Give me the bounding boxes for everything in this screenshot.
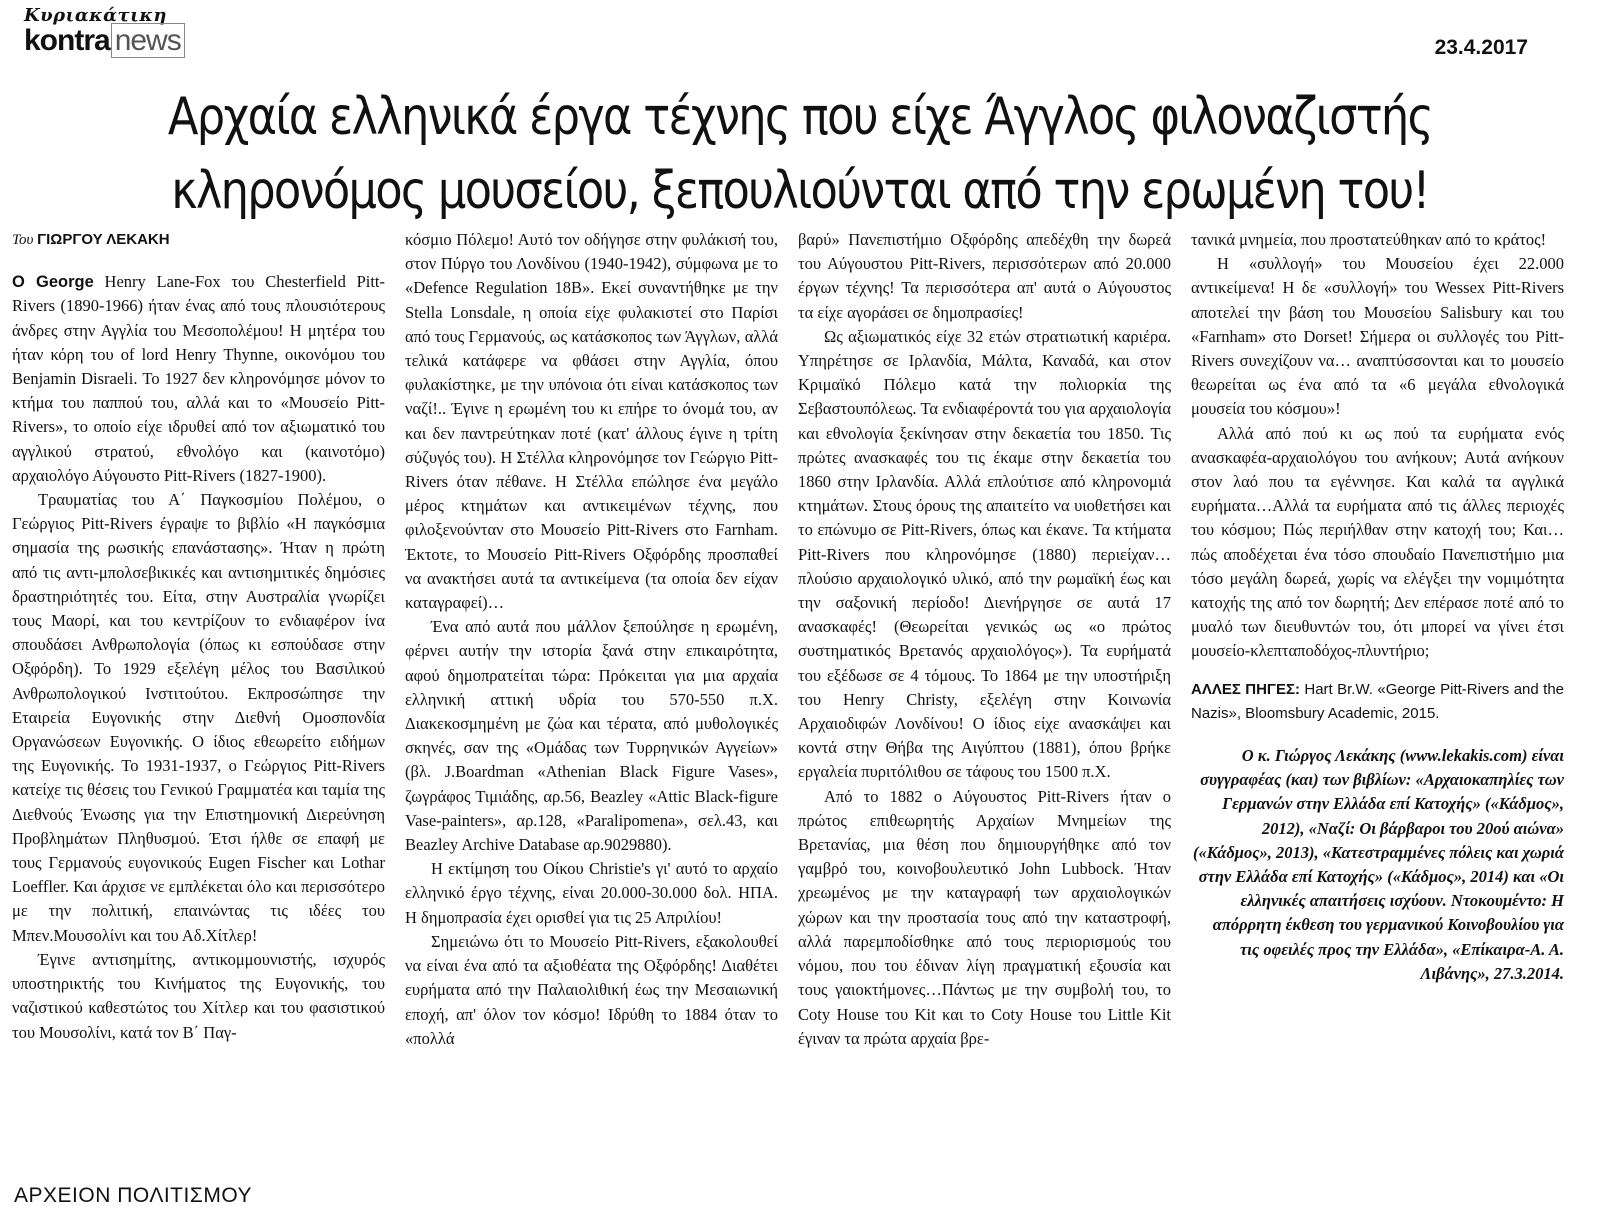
- headline-line-2: κληρονόμος μουσείου, ξεπουλιούνται από την ερωμένη του!: [171, 161, 1429, 221]
- byline-prefix: Του: [12, 232, 34, 248]
- paragraph: Τραυματίας του Α΄ Παγκοσμίου Πολέμου, ο Γεώργιος Pitt-Rivers έγραψε το βιβλίο «Η παγκόσμια σημασία της ρωσικής επανάστασης». Ήταν η πρώτη από τις αντι-μπολσεβικικές και αντισημιτικές δημόσιες δραστηριότητές του. Είτα, στην Αυστραλία γνωρίζει τους Μαορί, και του κεντρίζουν το ενδιαφέρον ίνα σπουδάσει Ανθρωπολογία (όπως κι εσπούδασε στην Οξφόρδη). Το 1929 εξελέγη μέλος του Βασιλικού Ανθρωπολογικού Ινστιτούτου. Εκπροσώπησε την Εταιρεία Ευγονικής στην Διεθνή Ομοσπονδία Οργανώσεων Ευγονικής. Ο ίδιος εθεωρείτο ειδήμων της Ευγονικής. Το 1931-1937, ο Γεώργιος Pitt-Rivers κατείχε τις θέσεις του Γενικού Γραμματέα και ταμία της Διεθνούς Ένωσης για την Επιστημονική Διερεύνηση Προβλημάτων Πληθυσμού. Έτσι ήλθε σε επαφή με τους Γερμανούς ευγονικούς Eugen Fischer και Lothar Loeffler. Και άρχισε νε εμπλέκεται όλο και περισσότερο με την πολιτική, επαινώντας τις ιδέες του Μπεν.Μουσολίνι και του Αδ.Χίτλερ!: [12, 490, 385, 945]
- lead-in: Ο George: [12, 273, 94, 292]
- newspaper-masthead: [24, 6, 224, 62]
- byline-author: ΓΙΩΡΓΟΥ ΛΕΚΑΚΗ: [37, 231, 170, 248]
- paragraph: τανικά μνημεία, που προστατεύθηκαν από το κράτος!: [1191, 230, 1547, 249]
- masthead-brand-light: news: [111, 23, 185, 58]
- paragraph: Ως αξιωματικός είχε 32 ετών στρατιωτική καριέρα. Υπηρέτησε σε Ιρλανδία, Μάλτα, Καναδά, και στον Κριμαϊκό Πόλεμο κατά την πολιορκία της Σεβαστουπόλεως. Τα ενδιαφέροντά του για αρχαιολογία και εθνολογία ξεκίνησαν στην δεκαετία του 1850. Τις πρώτες ανασκαφές του τις έκαμε στην δεκαετία του 1860 στην Ιρλανδία. Αλλά επλούτισε από κληρονομιά κτημάτων. Στους όρους της απαιτείτο να υιοθετήσει και το επώνυμο σε Pitt-Rivers, όπως και έκανε. Τα κτήματα Pitt-Rivers που κληρονόμησε (1880) περιείχαν…πλούσιο αρχαιολογικό υλικό, από την ρωμαϊκή έως και την σαξονική περίοδο! Διενήργησε σε αυτά 17 ανασκαφές! (Θεωρείται γενικώς ως «ο πρώτος συστηματικός Βρετανός αρχαιολόγος»). Τα ευρήματά του εξέδωσε σε 4 τόμους. Το 1864 με την υποστήριξη του Henry Christy, εξελέγη στην Κοινωνία Αρχαιοδιφών Λονδίνου! Ο ίδιος είχε ανασκάψει και κοντά στην Θήβα της Αιγύπτου (1881), όπου βρήκε εργαλεία πυριτόλιθου σε τάφους του 1500 π.Χ.: [798, 326, 1171, 782]
- paragraph: [12, 270, 385, 488]
- sources-label: ΑΛΛΕΣ ΠΗΓΕΣ:: [1191, 680, 1300, 698]
- article-column-3: [798, 228, 1171, 1168]
- article-headline: [124, 80, 1476, 228]
- byline: [12, 228, 385, 252]
- paragraph: Αλλά από πού κι ως πού τα ευρήματα ενός ανασκαφέα-αρχαιολόγου του ανήκουν; Αυτά ανήκουν στον λαό που τα εγέννησε. Και καλά τα αγγλικά ευρήματα…Αλλά τα ευρήματα από τις άλλες περιοχές του κόσμου; Πώς περιήλθαν στην κατοχή του; Και…πώς αποδέχεται ένα τόσο σπουδαίο Πανεπιστήμιο μια τόσο μεγάλη δωρεά, χωρίς να ελέγξει την νομιμότητα κατοχής της από τον δωρητή; Δεν επέρασε ποτέ από το μυαλό των διευθυντών του, ότι μπορεί να γίνει έτσι μουσείο-κλεπταποδόχος-πλυντήριο;: [1191, 423, 1564, 661]
- paragraph: Έγινε αντισημίτης, αντικομμουνιστής, ισχυρός υποστηρικτής του Κινήματος της Ευγονικής, του ναζιστικού καθεστώτος του Χίτλερ και του φασιστικού του Μουσολίνι, κατά τον Β΄ Παγ-: [12, 949, 385, 1042]
- masthead-brand-bold: kontra: [24, 24, 110, 57]
- section-label: ΑΡΧΕΙΟΝ ΠΟΛΙΤΙΣΜΟΥ: [14, 1184, 252, 1207]
- author-bio-note: Ο κ. Γιώργος Λεκάκης (www.lekakis.com) είναι συγγραφέας (και) των βιβλίων: «Αρχαιοκαπηλίες των Γερμανών στην Ελλάδα επί Κατοχής» («Κάδμος», 2012), «Ναζί: Οι βάρβαροι του 20ού αιώνα» («Κάδμος», 2013), «Κατεστραμμένες πόλεις και χωριά στην Ελλάδα επί Κατοχής» («Κάδμος», 2014) και «Οι ελληνικές απαιτήσεις ισχύουν. Ντοκουμέντο: Η απόρρητη έκθεση του γερμανικού Κοινοβουλίου για τις οφειλές προς την Ελλάδα», «Επίκαιρα-Α. Α. Λιβάνης», 27.3.2014.: [1192, 746, 1564, 983]
- paragraph-text: Henry Lane-Fox του Chesterfield Pitt-Rivers (1890-1966) ήταν ένας από τους πλουσιότερους άνδρες στην Αγγλία του Μεσοπολέμου! Η μητέρα του ήταν κόρη του of lord Henry Thynne, οικονόμου του Benjamin Disraeli. Το 1927 δεν κληρονόμησε μόνον το κτήμα του παππού του, αλλά και το «Μουσείο Pitt-Rivers», το οποίο είχε ιδρυθεί από τον αξιωματικό του αγγλικού στρατού, εθνολόγο και (καινοτόμο) αρχαιολόγο Αύγουστο Pitt-Rivers (1827-1900).: [12, 272, 385, 485]
- paragraph: Η εκτίμηση του Οίκου Christie's γι' αυτό το αρχαίο ελληνικό έργο τέχνης, είναι 20.000-30.000 δολ. ΗΠΑ. Η δημοπρασία έχει ορισθεί για τις 25 Απριλίου!: [405, 859, 778, 927]
- article-body: [12, 228, 1564, 1168]
- headline-line-1: Αρχαία ελληνικά έργα τέχνης που είχε Άγγλος φιλοναζιστής: [167, 87, 1433, 147]
- paragraph: Η «συλλογή» του Μουσείου έχει 22.000 αντικείμενα! Η δε «συλλογή» του Wessex Pitt-Rivers αποτελεί την βάση του Μουσείου Salisbury και του «Farnham» στο Dorset! Σήμερα οι συλλογές του Pitt-Rivers συνεχίζουν να… αναπτύσσονται και το μουσείο θεωρείται ως ένα από τα «6 μεγάλα εθνολογικά μουσεία του κόσμου»!: [1191, 254, 1564, 419]
- article-column-2: [405, 228, 778, 1168]
- other-sources: [1191, 678, 1564, 726]
- paragraph: Από το 1882 ο Αύγουστος Pitt-Rivers ήταν ο πρώτος επιθεωρητής Αρχαίων Μνημείων της Βρετανίας, μια θέση που δημιουργήθηκε από τον γαμβρό του, κοινοβουλευτικό John Lubbock. Ήταν χρεωμένος με την καταγραφή των αρχαιολογικών χώρων και την προστασία τους από την καταστροφή, αλλά παρεμποδίσθηκε από τους περιορισμούς του νόμου, που του έδιναν λίγη πραγματική εξουσία και τους γαιοκτήμονες…Πάντως με την συμβολή του, το Coty House του Kit και το Coty House του Little Kit έγιναν τα πρώτα αρχαία βρε-: [798, 786, 1171, 1048]
- article-column-1: [12, 228, 385, 1168]
- paragraph: κόσμιο Πόλεμο! Αυτό τον οδήγησε στην φυλάκισή του, στον Πύργο του Λονδίνου (1940-1942), σύμφωνα με το «Defence Regulation 18B». Εκεί συναντήθηκε με την Stella Lonsdale, η οποία είχε φυλακιστεί στο Παρίσι από τους Γερμανούς, ως κατάσκοπος των Άγγλων, αλλά τελικά κατάφερε να φθάσει στην Αγγλία, όπου φυλακίστηκε, με την υπόνοια ότι είναι κατάσκοπος των ναζί!.. Έγινε η ερωμένη του κι επήρε το όνομά του, αν και δεν παντρεύτηκαν ποτέ (κατ' άλλους έγινε η τρίτη σύζυγός του). Η Στέλλα κληρονόμησε τον Γεώργιο Pitt-Rivers όταν πέθανε. Η Στέλλα επώλησε ένα μεγάλο μέρος κτημάτων και αντικειμένων τέχνης, που φιλοξενούνταν στο Μουσείο Pitt-Rivers στο Farnham. Έκτοτε, το Μουσείο Pitt-Rivers Οξφόρδης προσπαθεί να ανακτήσει αυτά τα αντικείμενα (τα οποία δεν είχαν καταγραφεί)…: [405, 230, 778, 613]
- article-column-4: [1191, 228, 1564, 1168]
- masthead-top-label: Κυριακάτικη: [24, 5, 167, 26]
- issue-date: 23.4.2017: [1434, 36, 1528, 59]
- masthead-brand: [24, 26, 224, 56]
- paragraph: Σημειώνω ότι το Μουσείο Pitt-Rivers, εξακολουθεί να είναι ένα από τα αξιοθέατα της Οξφόρδης! Διαθέτει ευρήματα από την Παλαιολιθική έως την Μεσαιωνική εποχή, απ' όλον τον κόσμο! Ιδρύθη το 1884 όταν το «πολλά: [405, 931, 778, 1048]
- sources-text: Hart Br.W. «George Pitt-Rivers and the Nazis», Bloomsbury Academic, 2015.: [1191, 680, 1564, 722]
- paragraph: Ένα από αυτά που μάλλον ξεπούλησε η ερωμένη, φέρνει αυτήν την ιστορία ξανά στην επικαιρότητα, αφού δημοπρατείται τώρα: Πρόκειται για μια αρχαία ελληνική αττική υδρία του 570-550 π.Χ. Διακεκοσμημένη με ζώα και τέρατα, από μυθολογικές σκηνές, σαν της «Ομάδας των Τυρρηνικών Αγγείων» (βλ. J.Boardman «Athenian Black Figure Vases», ζωγράφος Τιμιάδης, αρ.56, Beazley «Attic Black-figure Vase-painters», αρ.128, «Paralipomena», σελ.43, και Beazley Archive Database αρ.9029880).: [405, 617, 778, 855]
- paragraph: βαρύ» Πανεπιστήμιο Οξφόρδης απεδέχθη την δωρεά του Αύγουστου Pitt-Rivers, περισσότερων από 20.000 έργων τέχνης! Τα περισσότερα απ' αυτά ο Αύγουστος τα είχε αγοράσει σε δημοπρασίες!: [798, 230, 1171, 322]
